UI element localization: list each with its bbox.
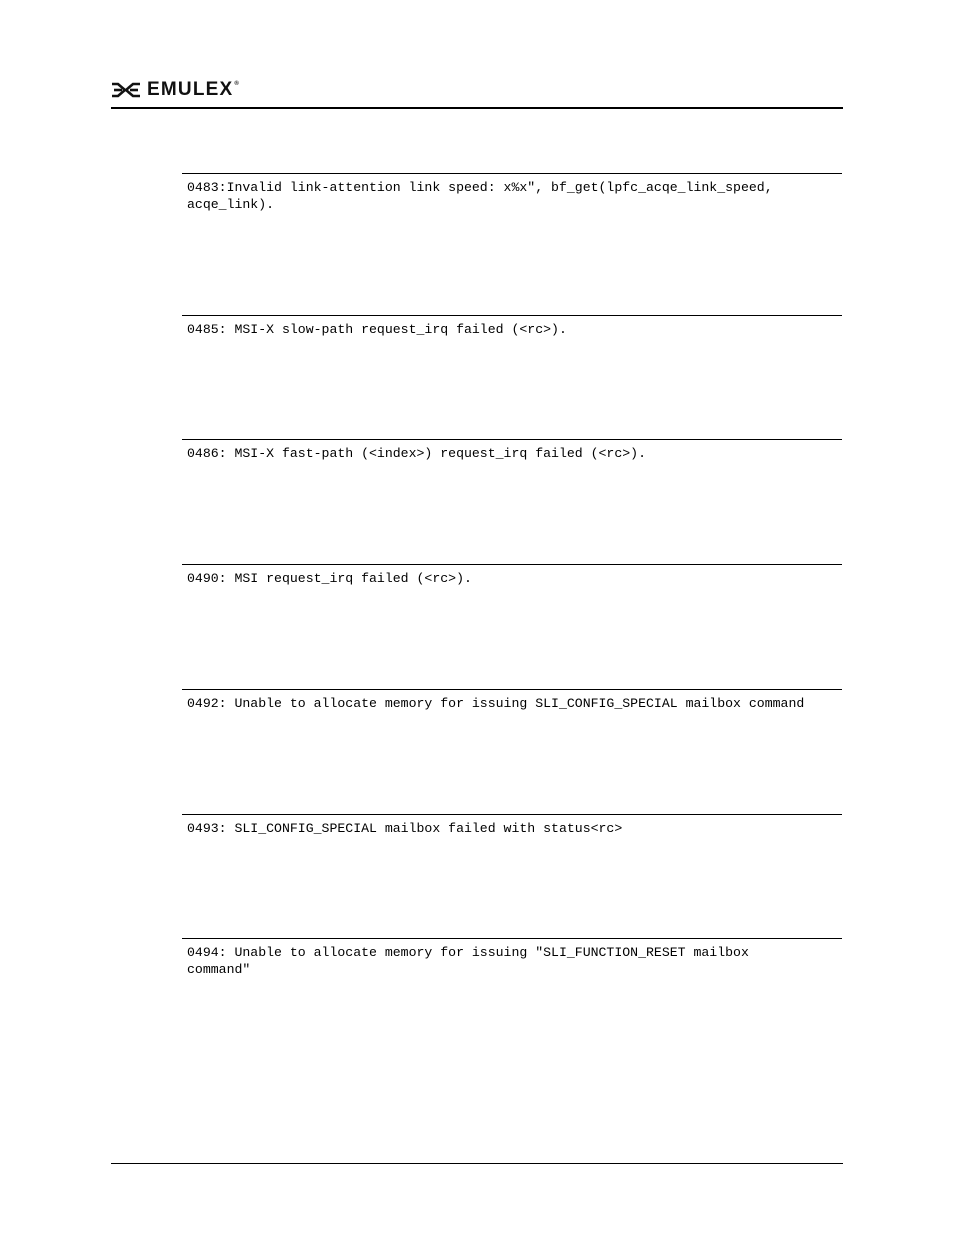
- message-entry-0492: [182, 689, 842, 712]
- message-text: 0485: MSI-X slow-path request_irq failed (<rc>).: [187, 322, 567, 337]
- message-entry-0483: [182, 173, 842, 213]
- emulex-logo-icon: [111, 82, 141, 98]
- brand-name: EMULEX®: [147, 79, 240, 100]
- message-text: 0486: MSI-X fast-path (<index>) request_irq failed (<rc>).: [187, 446, 646, 461]
- trademark-symbol: ®: [234, 81, 240, 87]
- message-entry-0493: [182, 814, 842, 837]
- emulex-logo: [111, 80, 240, 100]
- message-entry-0490: [182, 564, 842, 587]
- message-text: 0483:Invalid link-attention link speed: x%x", bf_get(lpfc_acqe_link_speed, acqe_link).: [187, 180, 773, 212]
- message-text: 0494: Unable to allocate memory for issuing "SLI_FUNCTION_RESET mailbox command": [187, 945, 749, 977]
- message-entry-0485: [182, 315, 842, 338]
- message-text: 0493: SLI_CONFIG_SPECIAL mailbox failed with status<rc>: [187, 821, 623, 836]
- message-text: 0490: MSI request_irq failed (<rc>).: [187, 571, 472, 586]
- message-entry-0494: [182, 938, 842, 978]
- message-entry-0486: [182, 439, 842, 462]
- footer-divider: [111, 1163, 843, 1164]
- header-divider: [111, 107, 843, 109]
- message-text: 0492: Unable to allocate memory for issuing SLI_CONFIG_SPECIAL mailbox command: [187, 696, 805, 711]
